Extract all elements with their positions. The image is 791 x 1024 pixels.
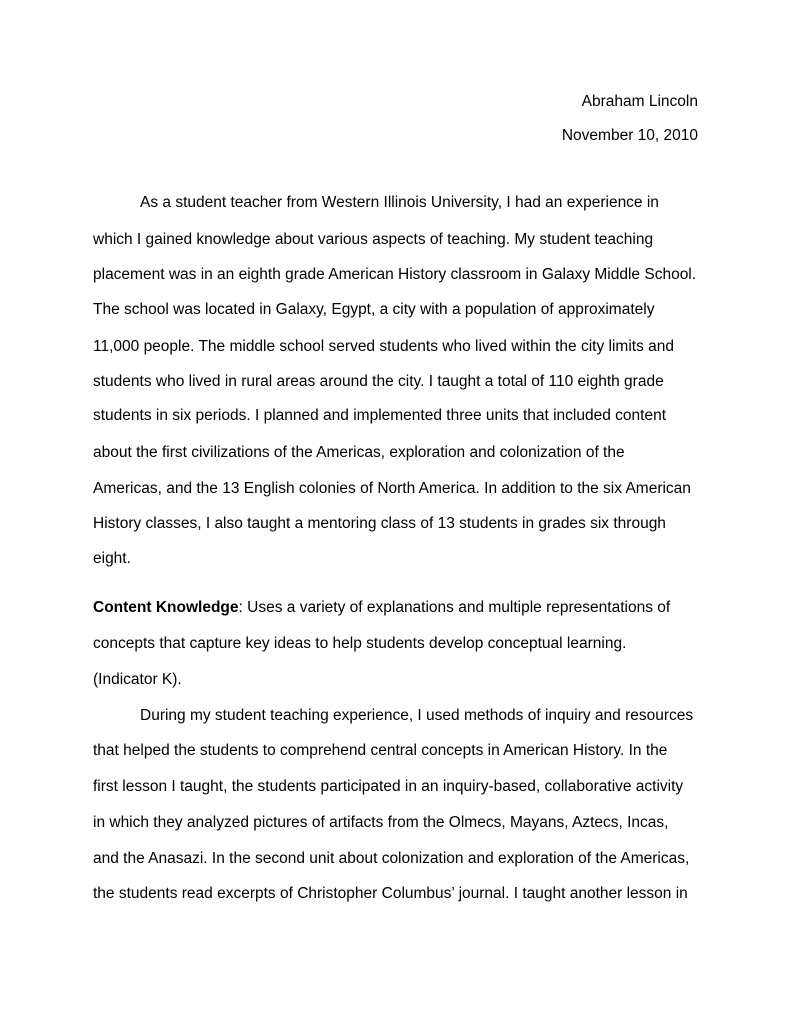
section-heading-text: : Uses a variety of explanations and multiple representations of bbox=[238, 599, 671, 616]
paragraph-line: first lesson I taught, the students participated in an inquiry-based, collaborative activity bbox=[93, 778, 684, 795]
paragraph-line: History classes, I also taught a mentoring class of 13 students in grades six through bbox=[93, 515, 666, 532]
paragraph-line: that helped the students to comprehend central concepts in American History. In the bbox=[93, 742, 668, 759]
paragraph-line: the students read excerpts of Christopher Columbus’ journal. I taught another lesson in bbox=[93, 885, 688, 902]
paragraph-line: and the Anasazi. In the second unit about colonization and exploration of the Americas, bbox=[93, 850, 690, 867]
paragraph-line: The school was located in Galaxy, Egypt, a city with a population of approximately bbox=[93, 301, 655, 318]
paragraph-line: students who lived in rural areas around the city. I taught a total of 110 eighth grade bbox=[93, 373, 664, 390]
paragraph-line: eight. bbox=[93, 550, 131, 567]
paragraph-line: in which they analyzed pictures of artifacts from the Olmecs, Mayans, Aztecs, Incas, bbox=[93, 814, 669, 831]
paragraph-line: 11,000 people. The middle school served students who lived within the city limits and bbox=[93, 338, 675, 355]
author-name: Abraham Lincoln bbox=[581, 93, 698, 110]
paragraph-line: Americas, and the 13 English colonies of North America. In addition to the six American bbox=[93, 480, 691, 497]
paragraph-line: During my student teaching experience, I used methods of inquiry and resources bbox=[140, 707, 694, 724]
section-heading: Content Knowledge bbox=[93, 599, 239, 616]
paragraph-line: As a student teacher from Western Illinois University, I had an experience in bbox=[140, 194, 659, 211]
paragraph-line: which I gained knowledge about various aspects of teaching. My student teaching bbox=[93, 231, 654, 248]
section-heading-line bbox=[93, 598, 670, 618]
paragraph-line: students in six periods. I planned and implemented three units that included content bbox=[93, 407, 667, 424]
section-line: concepts that capture key ideas to help students develop conceptual learning. bbox=[93, 635, 627, 652]
document-date: November 10, 2010 bbox=[561, 127, 698, 144]
section-line: (Indicator K). bbox=[93, 671, 182, 688]
paragraph-line: placement was in an eighth grade American History classroom in Galaxy Middle School. bbox=[93, 266, 697, 283]
paragraph-line: about the first civilizations of the Americas, exploration and colonization of the bbox=[93, 444, 625, 461]
